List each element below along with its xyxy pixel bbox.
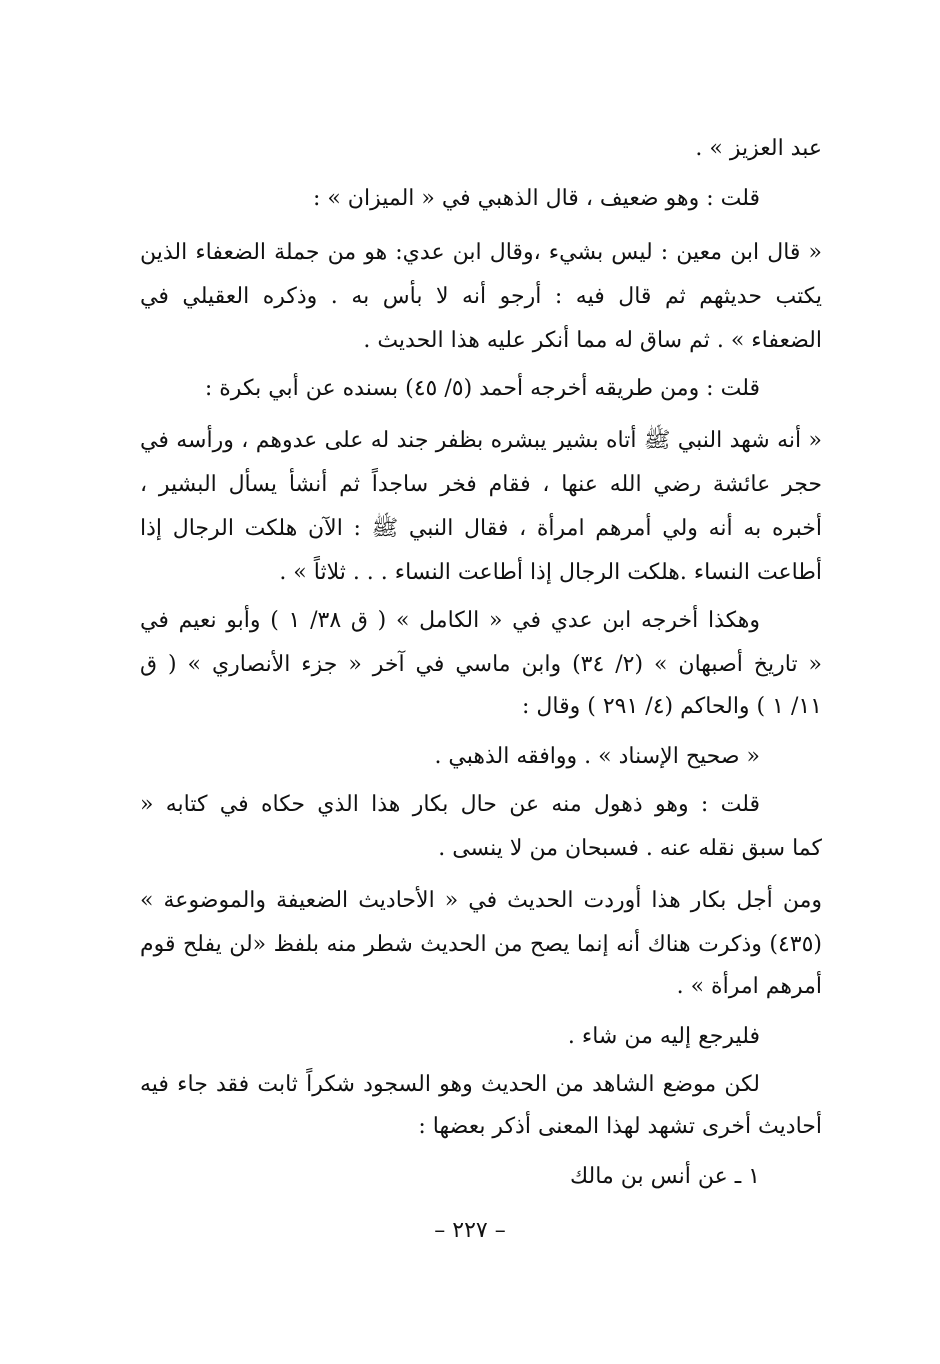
text-line: « صحيح الإسناد » . ووافقه الذهبي . bbox=[434, 744, 760, 769]
text-line: قلت : وهو ذهول منه عن حال بكار هذا الذي حكاه في كتابه « bbox=[140, 792, 760, 817]
text-line: وهكذا أخرجه ابن عدي في « الكامل » ( ق ٣٨/ ١ ) وأبو نعيم في bbox=[140, 608, 761, 633]
text-line: ١ ـ عن أنس بن مالك bbox=[570, 1164, 760, 1189]
text-line: لكن موضع الشاهد من الحديث وهو السجود شكراً ثابت فقد جاء فيه bbox=[140, 1072, 760, 1097]
text-line: كما سبق نقله عنه . فسبحان من لا ينسى . bbox=[438, 836, 822, 861]
text-line: « أنه شهد النبي ﷺ أتاه بشير يبشره بظفر جند له على عدوهم ، ورأسه في bbox=[140, 428, 822, 453]
text-line: ومن أجل بكار هذا أوردت الحديث في « الأحاديث الضعيفة والموضوعة » bbox=[140, 888, 822, 913]
text-line: ١١/ ١ ) والحاكم (٤/ ٢٩١ ) وقال : bbox=[522, 694, 822, 719]
text-line: أخبره به أنه ولي أمرهم امرأة ، فقال النبي ﷺ : الآن هلكت الرجال إذا bbox=[140, 516, 822, 541]
text-line: الضعفاء » . ثم ساق له مما أنكر عليه هذا الحديث . bbox=[363, 328, 822, 353]
text-line: أطاعت النساء .هلكت الرجال إذا أطاعت النساء . . . ثلاثاً » . bbox=[279, 560, 822, 585]
text-line: فليرجع إليه من شاء . bbox=[567, 1024, 760, 1049]
book-page bbox=[140, 128, 822, 1348]
text-line: حجر عائشة رضي الله عنها ، فقام فخر ساجداً ثم أنشأ يسأل البشير ، bbox=[140, 472, 822, 497]
text-line: « قال ابن معين : ليس بشيء ،وقال ابن عدي: هو من جملة الضعفاء الذين bbox=[140, 240, 822, 265]
text-line: يكتب حديثهم ثم قال فيه : أرجو أنه لا بأس به . وذكره العقيلي في bbox=[140, 284, 822, 309]
text-line: « تاريخ أصبهان » (٢/ ٣٤) وابن ماسي في آخر « جزء الأنصاري » ( ق bbox=[140, 652, 822, 677]
text-line: أحاديث أخرى تشهد لهذا المعنى أذكر بعضها : bbox=[418, 1114, 822, 1139]
text-line: قلت : ومن طريقه أخرجه أحمد (٥/ ٤٥) بسنده عن أبي بكرة : bbox=[204, 376, 760, 401]
text-line: عبد العزيز » . bbox=[695, 136, 822, 161]
page-number: – ٢٢٧ – bbox=[434, 1218, 506, 1243]
text-line: أمرهم امرأة » . bbox=[676, 974, 822, 999]
text-line: (٤٣٥) وذكرت هناك أنه إنما يصح من الحديث شطر منه بلفظ «لن يفلح قوم bbox=[140, 932, 822, 957]
text-line: قلت : وهو ضعيف ، قال الذهبي في « الميزان » : bbox=[312, 186, 760, 211]
